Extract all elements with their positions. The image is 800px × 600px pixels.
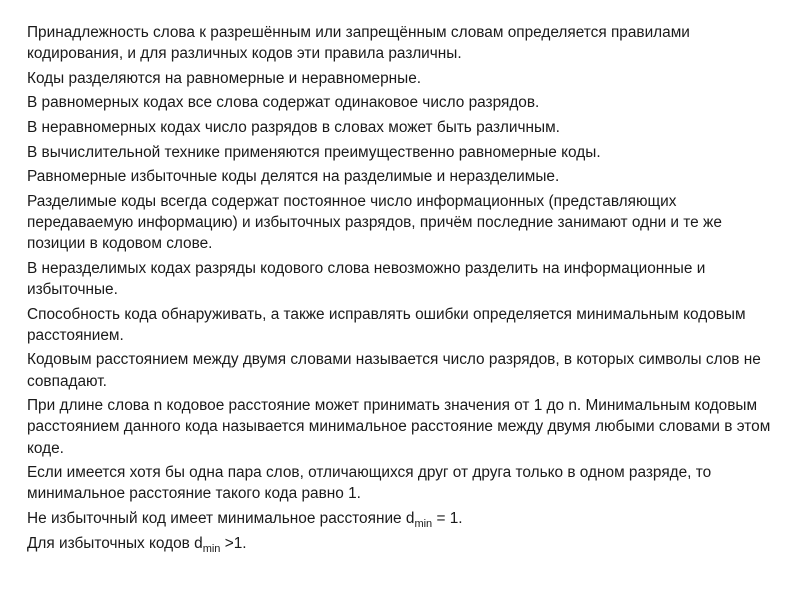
paragraph-code-types: Коды разделяются на равномерные и неравномерные.: [27, 69, 422, 87]
distance-symbol: d: [194, 534, 203, 552]
paragraph-inseparable-codes: В неразделимых кодах разряды кодового слова невозможно разделить на информационные и избыточные.: [27, 259, 706, 298]
formula-line-nonredundant: [27, 508, 777, 529]
paragraph-uniform-codes: В равномерных кодах все слова содержат одинаковое число разрядов.: [27, 94, 540, 112]
paragraph-min-code-distance: При длине слова n кодовое расстояние может принимать значения от 1 до n. Минимальным кодовым расстоянием данного кода называется минимальное расстояние между двумя любыми словами в этом коде.: [27, 397, 771, 457]
paragraph-code-distance: Кодовым расстоянием между двумя словами называется число разрядов, в которых символы слов не совпадают.: [27, 351, 761, 390]
distance-symbol: d: [405, 509, 415, 527]
formula-prefix: Не избыточный код имеет минимальное расстояние: [27, 509, 406, 527]
paragraph-redundant-codes: Равномерные избыточные коды делятся на разделимые и неразделимые.: [27, 168, 560, 186]
paragraph-single-bit-pair: Если имеется хотя бы одна пара слов, отличающихся друг от друга только в одном разряде, то минимальное расстояние такого кода равно 1.: [27, 464, 712, 503]
formula-prefix: Для избыточных кодов: [27, 534, 195, 552]
distance-subscript: min: [202, 542, 221, 555]
text-block: [27, 22, 777, 557]
formula-suffix: >1.: [220, 534, 247, 552]
paragraph-encoding-rules: Принадлежность слова к разрешённым или запрещённым словам определяется правилами кодирования, и для различных кодов эти правила различны.: [27, 24, 690, 63]
paragraph-separable-codes: Разделимые коды всегда содержат постоянное число информационных (представляющих передаваемую информацию) и избыточных разрядов, причём последние занимают одни и те же позиции в кодовом слове.: [27, 192, 722, 253]
paragraph-error-detection: Способность кода обнаруживать, а также исправлять ошибки определяется минимальным кодовым расстоянием.: [27, 305, 746, 344]
paragraph-computing-codes: В вычислительной технике применяются преимущественно равномерные коды.: [27, 143, 601, 161]
paragraph-nonuniform-codes: В неравномерных кодах число разрядов в словах может быть различным.: [27, 118, 560, 136]
distance-subscript: min: [414, 517, 433, 530]
formula-line-redundant: [27, 533, 777, 554]
formula-suffix: = 1.: [432, 509, 463, 527]
